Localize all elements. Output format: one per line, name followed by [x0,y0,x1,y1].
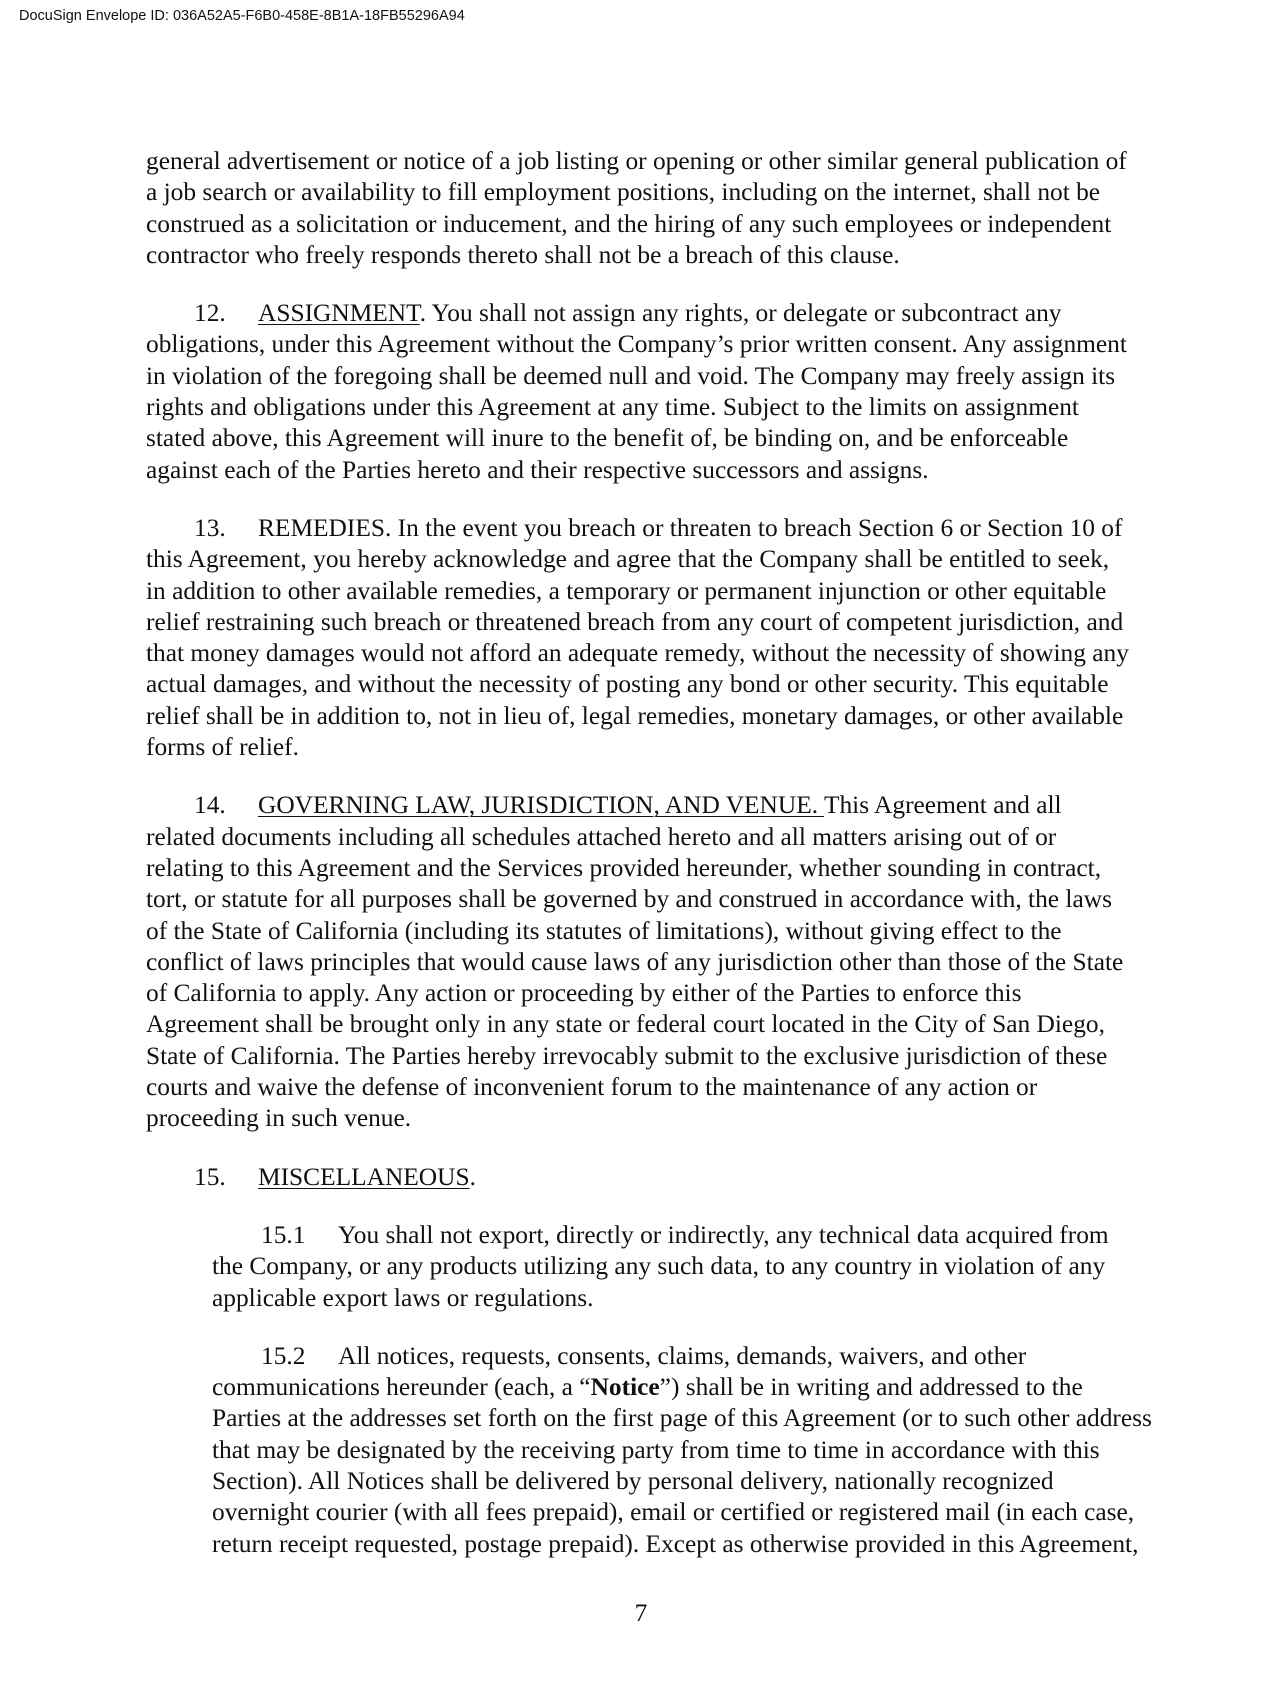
text-line: conflict of laws principles that would cause laws of any jurisdiction other than those of the State [146,947,1124,976]
page-number: 7 [634,1599,648,1627]
section-12-first-line [146,298,1212,329]
text-line [212,1372,1212,1403]
text-line: of California to apply. Any action or proceeding by either of the Parties to enforce this [146,979,1022,1008]
text-line: against each of the Parties hereto and their respective successors and assigns. [146,455,929,484]
section-14-first-line [146,790,1212,821]
section-number: 15. [194,1162,226,1191]
text-line: courts and waive the defense of inconvenient forum to the maintenance of any action or [146,1073,1038,1102]
subsection-number: 15.1 [261,1220,306,1249]
text-line: proceeding in such venue. [146,1104,412,1133]
text-line: overnight courier (with all fees prepaid), email or certified or registered mail (in each case, [212,1498,1135,1527]
section-title: GOVERNING LAW, JURISDICTION, AND VENUE. [258,791,824,820]
document-body [146,146,1212,1587]
section-13-remedies [146,513,1212,763]
subsection-15-2-first-line [212,1341,1212,1372]
text-line: State of California. The Parties hereby irrevocably submit to the exclusive jurisdiction of these [146,1041,1108,1070]
intro-paragraph [146,146,1212,271]
text-fragment: . [469,1162,476,1191]
docusign-envelope-id: DocuSign Envelope ID: 036A52A5-F6B0-458E-8B1A-18FB55296A94 [19,8,465,24]
text-line: return receipt requested, postage prepaid). Except as otherwise provided in this Agreement, [212,1529,1139,1558]
text-fragment: ”) shall be in writing and addressed to the [659,1373,1083,1402]
text-line: relief shall be in addition to, not in lieu of, legal remedies, monetary damages, or other available [146,701,1124,730]
subsection-15-2 [146,1341,1212,1560]
section-title: ASSIGNMENT [258,299,420,328]
text-fragment: You shall not export, directly or indirectly, any technical data acquired from [338,1220,1109,1249]
text-line: stated above, this Agreement will inure to the benefit of, be binding on, and be enforceable [146,424,1069,453]
text-line: a job search or availability to fill employment positions, including on the internet, shall not be [146,178,1101,207]
text-fragment: communications hereunder (each, a “ [212,1373,591,1402]
text-fragment: This Agreement and all [823,791,1062,820]
text-line: relating to this Agreement and the Services provided hereunder, whether sounding in contract, [146,853,1102,882]
defined-term-notice: Notice [590,1373,660,1402]
section-title: MISCELLANEOUS [258,1162,470,1191]
text-line: related documents including all schedules attached hereto and all matters arising out of or [146,822,1057,851]
text-line: in violation of the foregoing shall be deemed null and void. The Company may freely assign its [146,361,1116,390]
section-15-heading [146,1162,1212,1193]
text-line: the Company, or any products utilizing any such data, to any country in violation of any [212,1252,1106,1281]
text-line: contractor who freely responds thereto shall not be a breach of this clause. [146,240,900,269]
text-line: in addition to other available remedies, a temporary or permanent injunction or other equitable [146,576,1107,605]
text-line: that may be designated by the receiving party from time to time in accordance with this [212,1435,1100,1464]
section-12-assignment [146,298,1212,486]
text-fragment: All notices, requests, consents, claims, demands, waivers, and other [338,1341,1027,1370]
section-13-first-line [146,513,1212,544]
text-fragment: REMEDIES. In the event you breach or threaten to breach Section 6 or Section 10 of [258,513,1123,542]
section-number: 14. [194,791,226,820]
text-line: Agreement shall be brought only in any state or federal court located in the City of San Diego, [146,1010,1105,1039]
text-line: of the State of California (including its statutes of limitations), without giving effect to the [146,916,1062,945]
subsection-number: 15.2 [261,1341,306,1370]
text-line: general advertisement or notice of a job listing or opening or other similar general publication of [146,147,1127,175]
section-15-miscellaneous [146,1162,1212,1193]
section-number: 13. [194,513,226,542]
text-line: this Agreement, you hereby acknowledge and agree that the Company shall be entitled to seek, [146,545,1110,574]
text-line: rights and obligations under this Agreement at any time. Subject to the limits on assignment [146,393,1079,422]
text-line: Parties at the addresses set forth on the first page of this Agreement (or to such other address [212,1404,1152,1433]
text-fragment: . You shall not assign any rights, or delegate or subcontract any [419,299,1062,328]
section-number: 12. [194,299,226,328]
text-line: Section). All Notices shall be delivered by personal delivery, nationally recognized [212,1466,1054,1495]
text-line: tort, or statute for all purposes shall be governed by and construed in accordance with, the laws [146,885,1112,914]
text-line: applicable export laws or regulations. [212,1283,594,1312]
text-line: actual damages, and without the necessity of posting any bond or other security. This equitable [146,670,1109,699]
subsection-15-1 [146,1220,1212,1314]
text-line: relief restraining such breach or threatened breach from any court of competent jurisdiction, and [146,607,1124,636]
subsection-15-1-first-line [212,1220,1212,1251]
section-14-governing-law [146,790,1212,1134]
text-line: forms of relief. [146,733,299,762]
text-line: that money damages would not afford an adequate remedy, without the necessity of showing any [146,639,1129,668]
text-line: obligations, under this Agreement without the Company’s prior written consent. Any assignment [146,330,1127,359]
text-line: construed as a solicitation or inducement, and the hiring of any such employees or independent [146,209,1112,238]
